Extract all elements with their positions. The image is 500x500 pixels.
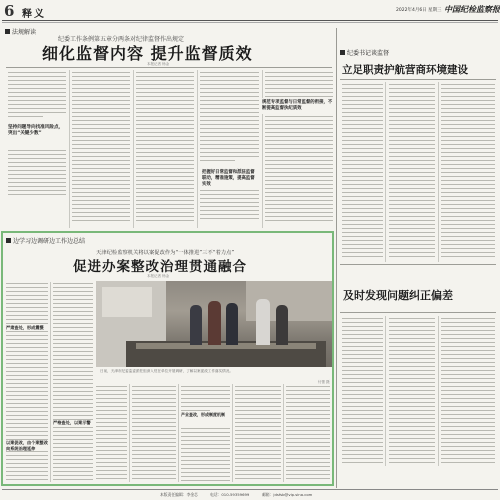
right-bottom-headline: 及时发现问题纠正偏差 — [343, 289, 453, 302]
feature-column-1 — [6, 283, 48, 482]
footer-phone: 电话：010-59359699 — [210, 492, 250, 497]
person-figure — [226, 303, 238, 345]
footer-editor: 本版责任编辑：李金芯 — [160, 492, 198, 497]
footer-rule — [2, 489, 498, 490]
feature-left-subhead: 以案促改，由个案整改向系统治理延伸 — [6, 440, 48, 451]
column-rule — [50, 282, 51, 482]
right-top-column-tag: 纪委书记谈监督 — [340, 48, 389, 57]
header-rule — [2, 20, 498, 21]
issue-date: 2022年4月6日 — [396, 8, 427, 13]
page-number: 6 — [4, 2, 15, 20]
lead-byline: 本报记者 杨金 — [147, 62, 170, 66]
feature-column-4 — [132, 386, 176, 482]
column-rule — [129, 384, 130, 482]
lead-subhead-2: 把握好日常监督和派驻监督联动，精准施策，提高监督实效 — [202, 170, 255, 187]
column-marker-icon — [340, 50, 345, 55]
masthead: 中国纪检监察报 — [444, 4, 500, 14]
lead-headline: 细化监督内容 提升监督质效 — [42, 44, 253, 63]
right-top-headline: 立足职责护航营商环境建设 — [342, 64, 468, 76]
column-rule — [69, 70, 70, 228]
right-top-column-3 — [441, 84, 495, 260]
right-bottom-top-rule — [340, 264, 496, 265]
person-figure — [190, 305, 202, 345]
column-rule — [438, 316, 439, 466]
lead-headline-rule — [6, 67, 332, 68]
feature-photo — [96, 281, 332, 367]
feature-column-tag: 边学习边调研边工作边总结 — [6, 236, 85, 245]
right-top-column-2 — [389, 84, 435, 260]
person-figure — [208, 301, 221, 345]
column-rule — [262, 70, 263, 228]
right-top-column-1 — [342, 84, 383, 260]
feature-bottom-subhead: 产业查改，形成制度机制 — [181, 412, 225, 417]
column-rule — [178, 384, 179, 482]
column-rule — [232, 384, 233, 482]
lead-column-5 — [265, 72, 333, 226]
right-bottom-column-2 — [389, 318, 435, 464]
column-rule — [133, 70, 134, 228]
column-marker-icon — [6, 238, 11, 243]
header-rule-thin — [2, 22, 498, 23]
section-name: 释义 — [22, 9, 46, 20]
column-rule — [438, 82, 439, 262]
column-rule — [283, 384, 284, 482]
feature-column-6 — [235, 386, 281, 482]
feature-inner-subhead-2: 严格查处，以案示警 — [53, 420, 93, 426]
right-bottom-rule — [340, 312, 496, 313]
right-top-rule — [340, 79, 496, 80]
person-figure — [276, 305, 288, 345]
feature-headline: 促进办案整改治理贯通融合 — [73, 259, 247, 275]
feature-column-2 — [53, 283, 93, 482]
issue-weekday: 星期三 — [428, 8, 442, 13]
section-divider — [336, 28, 337, 488]
footer-email: 邮箱：jdsfsb@vip.sina.com — [262, 492, 313, 497]
feature-kicker: 天津纪检监察机关将以案促改作为“一体推进”三不“着力点” — [96, 250, 235, 256]
feature-byline: 本报记者 杨金 — [147, 274, 170, 278]
column-rule — [385, 316, 386, 466]
column-rule — [197, 70, 198, 228]
feature-column-5 — [181, 386, 230, 482]
lead-subhead-1: 坚持问题导向找准风险点，突出“关键少数” — [8, 125, 64, 136]
lead-right-subhead: 规范专项监督与日常监督的衔接，不断提高监督执纪质效 — [262, 98, 334, 114]
lead-column-1 — [8, 72, 66, 226]
lead-column-4 — [200, 72, 259, 226]
person-figure — [256, 299, 270, 345]
photo-caption: 日前，天津市纪委监委派驻组深入驻在单位开展调研，了解以案促改工作落实情况。 — [100, 369, 233, 373]
lead-column-3 — [136, 72, 194, 226]
feature-column-7 — [286, 386, 330, 482]
feature-column-3 — [96, 386, 127, 482]
column-rule — [385, 82, 386, 262]
lead-kicker: 纪委工作条例第五章分两条对纪律监督作出规定 — [58, 36, 185, 43]
column-marker-icon — [5, 29, 10, 34]
right-bottom-column-1 — [342, 318, 383, 464]
right-bottom-column-3 — [441, 318, 495, 464]
lead-column-2 — [72, 72, 130, 226]
photo-credit: 付蕾 摄 — [318, 380, 330, 384]
lead-column-tag: 法规解读 — [5, 27, 36, 36]
feature-inner-subhead: 严肃查处，形成震慑 — [6, 325, 48, 331]
